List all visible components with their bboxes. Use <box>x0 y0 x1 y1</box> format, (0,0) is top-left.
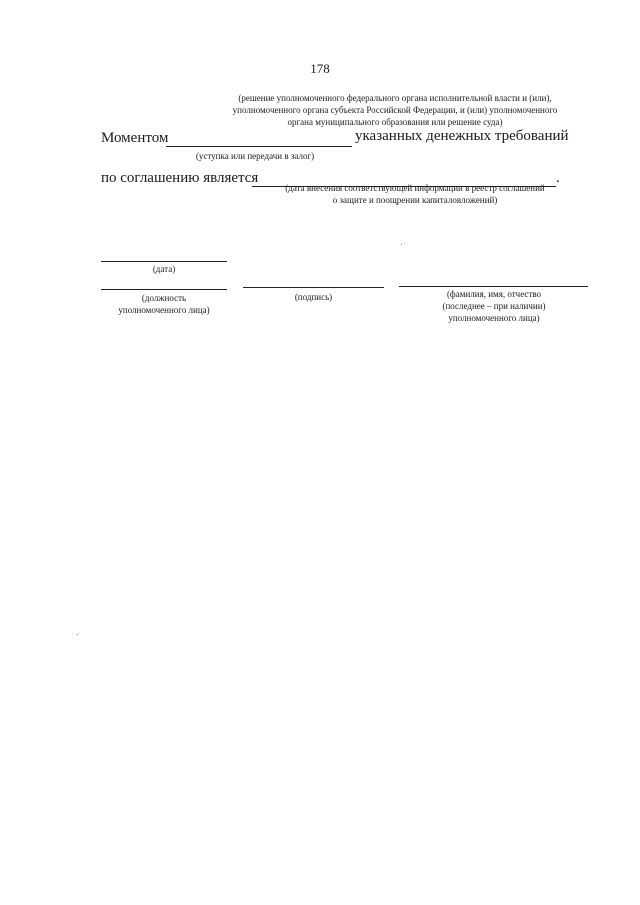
date-blank-field[interactable] <box>101 261 227 262</box>
date-label: (дата) <box>152 264 176 274</box>
header-note-line: (решение уполномоченного федерального органа исполнительной власти и (или), <box>238 93 552 103</box>
page-number: 178 <box>310 61 330 76</box>
position-label <box>86 292 242 316</box>
agreement-note-line: о защите и поощрении капиталовложений) <box>332 195 498 205</box>
moment-tail-text: указанных денежных требований <box>355 128 569 144</box>
agreement-end-mark: . <box>556 170 560 186</box>
agreement-label: по соглашению является <box>101 170 259 186</box>
signature-label: (подпись) <box>294 292 333 302</box>
name-label <box>409 288 579 324</box>
position-label-line: уполномоченного лица) <box>118 305 210 315</box>
name-blank-field[interactable] <box>399 286 588 287</box>
signature-blank-field[interactable] <box>243 287 384 288</box>
scan-speck <box>401 244 402 245</box>
position-blank-field[interactable] <box>101 289 227 290</box>
moment-note: (уступка или передачи в залог) <box>195 151 315 161</box>
agreement-note <box>250 182 580 206</box>
header-note-line: уполномоченного органа субъекта Российской Федерации, и (или) уполномоченного <box>232 105 558 115</box>
position-label-line: (должность <box>141 293 187 303</box>
moment-blank-field[interactable] <box>166 146 352 147</box>
moment-label: Моментом <box>101 130 169 146</box>
header-note <box>190 92 600 128</box>
header-note-line: органа муниципального образования или решение суда) <box>287 117 503 127</box>
name-label-line: уполномоченного лица) <box>448 313 540 323</box>
agreement-note-line: (дата внесения соответствующей информации в реестр соглашений <box>285 183 545 193</box>
name-label-line: (фамилия, имя, отчество <box>446 289 542 299</box>
name-label-line: (последнее – при наличии) <box>442 301 546 311</box>
scan-speck <box>77 634 78 635</box>
